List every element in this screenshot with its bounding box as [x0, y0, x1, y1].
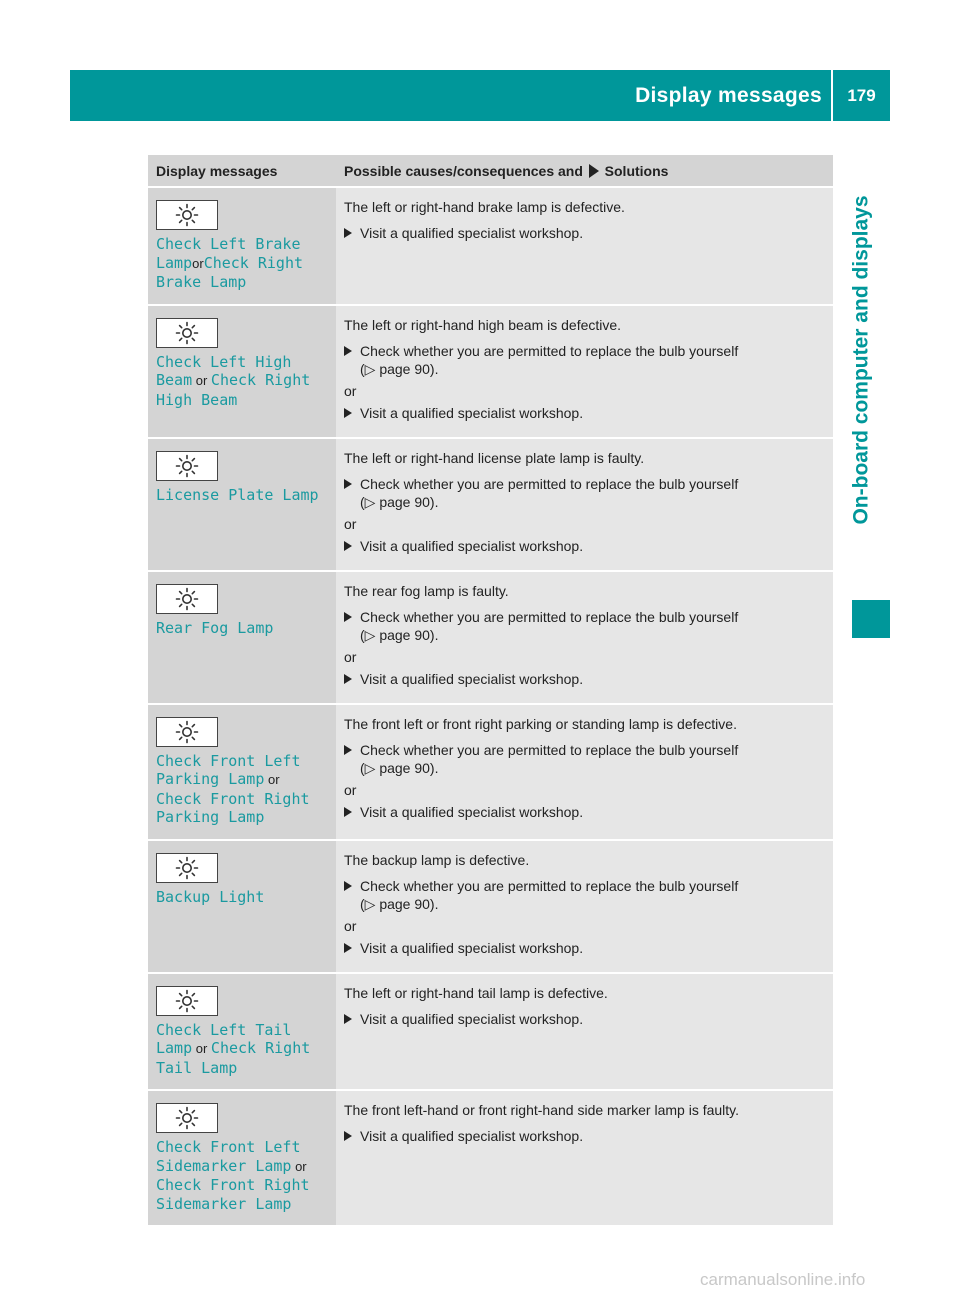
display-message-text [156, 486, 328, 505]
display-message-cell [148, 703, 336, 839]
or-separator: or [344, 382, 357, 399]
table-header-row [148, 155, 833, 186]
page-reference[interactable]: (▷ page 90). [360, 626, 439, 643]
solution-step [344, 1127, 825, 1145]
display-message-cell [148, 437, 336, 570]
watermark: carmanualsonline.info [700, 1270, 866, 1289]
display-messages-table [148, 155, 833, 1225]
cause-text: The left or right-hand tail lamp is defective. [344, 984, 608, 1001]
display-symbol [156, 986, 218, 1016]
display-text: Lamp [156, 1039, 193, 1057]
display-text: Check Right [210, 371, 311, 389]
display-line [156, 808, 328, 827]
action-arrow-icon [344, 881, 352, 891]
display-text: Rear Fog Lamp [156, 618, 274, 637]
page-reference[interactable]: (▷ page 90). [360, 895, 439, 912]
display-text: Check Front Left [156, 751, 301, 770]
action-arrow-icon [344, 408, 352, 418]
action-arrow-icon [344, 943, 352, 953]
step-text: Check whether you are permitted to replace the bulb yourself [360, 475, 739, 492]
cause-text: The front left or front right parking or standing lamp is defective. [344, 715, 737, 732]
display-symbol [156, 451, 218, 481]
action-arrow-icon [344, 346, 352, 356]
display-text: High Beam [156, 390, 238, 409]
display-message-text [156, 353, 328, 410]
action-arrow-icon [589, 164, 599, 178]
display-line [156, 486, 328, 505]
step-text: Check whether you are permitted to replace the bulb yourself [360, 608, 739, 625]
solution-cell [336, 972, 833, 1090]
page-title: Display messages [635, 83, 822, 107]
table-row [148, 186, 833, 304]
display-text: Check Right [210, 1039, 311, 1057]
display-text: Check Front Right [156, 1176, 310, 1194]
display-text: Check Front Right [156, 789, 310, 808]
table-row [148, 839, 833, 972]
step-text: Visit a qualified specialist workshop. [360, 670, 584, 687]
solution-step [344, 803, 825, 821]
display-text: Check Left Brake [156, 235, 301, 253]
table-row [148, 304, 833, 437]
display-message-text [156, 619, 328, 638]
action-arrow-icon [344, 228, 352, 238]
table-row [148, 972, 833, 1090]
display-symbol [156, 200, 218, 230]
display-line [156, 391, 328, 410]
step-text: Visit a qualified specialist workshop. [360, 537, 584, 554]
step-text: Visit a qualified specialist workshop. [360, 1010, 584, 1027]
display-line [156, 1176, 328, 1195]
step-text: Visit a qualified specialist workshop. [360, 803, 584, 820]
solution-cell [336, 1089, 833, 1225]
display-symbol [156, 717, 218, 747]
action-arrow-icon [344, 807, 352, 817]
action-arrow-icon [344, 541, 352, 551]
display-line [156, 235, 328, 254]
display-line [156, 1195, 328, 1214]
display-symbol [156, 318, 218, 348]
solution-cell [336, 186, 833, 304]
solution-step [344, 342, 825, 378]
solution-step [344, 877, 825, 913]
or-connector: or [291, 1158, 307, 1174]
or-connector: or [264, 772, 280, 787]
or-separator: or [344, 515, 357, 532]
display-line [156, 1059, 328, 1078]
solution-step [344, 224, 825, 242]
cause-text: The left or right-hand high beam is defective. [344, 316, 622, 333]
bulb-warning-icon [175, 989, 199, 1013]
display-symbol [156, 584, 218, 614]
display-message-cell [148, 1089, 336, 1225]
bulb-warning-icon [175, 720, 199, 744]
step-text: Visit a qualified specialist workshop. [360, 939, 584, 956]
display-symbol [156, 1103, 218, 1133]
action-arrow-icon [344, 1131, 352, 1141]
display-line [156, 770, 328, 790]
action-arrow-icon [344, 612, 352, 622]
cause-text: The left or right-hand license plate lamp is faulty. [344, 449, 645, 466]
side-tab-marker [852, 600, 890, 638]
step-text: Visit a qualified specialist workshop. [360, 404, 584, 421]
display-line [156, 371, 328, 391]
solution-step [344, 1010, 825, 1028]
table-row [148, 570, 833, 703]
display-text: Parking Lamp [156, 808, 265, 826]
page-number: 179 [847, 85, 876, 105]
or-connector: or [192, 1041, 211, 1056]
action-arrow-icon [344, 745, 352, 755]
or-separator: or [344, 781, 357, 798]
solution-cell [336, 437, 833, 570]
step-text: Check whether you are permitted to replace the bulb yourself [360, 877, 739, 894]
page-reference[interactable]: (▷ page 90). [360, 493, 439, 510]
solution-step [344, 537, 825, 555]
display-message-cell [148, 839, 336, 972]
display-line [156, 1021, 328, 1040]
solution-step [344, 404, 825, 422]
step-text: Visit a qualified specialist workshop. [360, 1128, 584, 1144]
page-reference[interactable]: (▷ page 90). [360, 759, 439, 776]
solution-step [344, 741, 825, 777]
display-message-text [156, 888, 328, 907]
column-header-solutions-prefix: Possible causes/consequences and [344, 162, 583, 179]
solution-step [344, 670, 825, 688]
display-message-cell [148, 972, 336, 1090]
action-arrow-icon [344, 674, 352, 684]
bulb-warning-icon [175, 203, 199, 227]
cause-text: The front left-hand or front right-hand side marker lamp is faulty. [344, 1102, 740, 1118]
display-text: Check Left Tail [156, 1020, 292, 1039]
solution-cell [336, 304, 833, 437]
display-line [156, 752, 328, 771]
bulb-warning-icon [175, 856, 199, 880]
display-line [156, 1157, 328, 1177]
action-arrow-icon [344, 1014, 352, 1024]
solution-cell [336, 839, 833, 972]
solution-cell [336, 703, 833, 839]
cause-text: The left or right-hand brake lamp is defective. [344, 199, 625, 215]
bulb-warning-icon [175, 454, 199, 478]
column-header-solutions-suffix: Solutions [604, 162, 669, 179]
action-arrow-icon [344, 479, 352, 489]
display-message-text [156, 752, 328, 827]
display-text: Lamp [156, 253, 193, 272]
display-line [156, 888, 328, 907]
page-reference[interactable]: (▷ page 90). [360, 360, 439, 377]
display-line [156, 790, 328, 809]
display-line [156, 1138, 328, 1157]
or-connector: or [192, 255, 204, 271]
display-line [156, 1039, 328, 1059]
display-message-text [156, 1138, 328, 1213]
or-separator: or [344, 648, 357, 665]
display-text: Check Right [203, 253, 304, 272]
solution-step [344, 608, 825, 644]
display-message-cell [148, 186, 336, 304]
display-text: Brake Lamp [156, 273, 247, 291]
side-tab-label: On-board computer and displays [850, 195, 873, 525]
side-tab [842, 130, 882, 590]
solution-step [344, 475, 825, 511]
display-text: Check Left High [156, 352, 292, 371]
display-message-cell [148, 570, 336, 703]
display-text: Beam [156, 371, 193, 389]
table-row [148, 703, 833, 839]
display-message-text [156, 1021, 328, 1078]
display-line [156, 254, 328, 274]
display-text: Backup Light [156, 887, 265, 906]
or-connector: or [192, 373, 211, 388]
display-line [156, 619, 328, 638]
display-text: Check Front Left [156, 1138, 301, 1156]
display-text: Parking Lamp [156, 770, 265, 788]
bulb-warning-icon [175, 587, 199, 611]
bulb-warning-icon [175, 321, 199, 345]
display-line [156, 273, 328, 292]
step-text: Visit a qualified specialist workshop. [360, 225, 584, 241]
step-text: Check whether you are permitted to replace the bulb yourself [360, 741, 739, 758]
solution-step [344, 939, 825, 957]
display-text: Tail Lamp [156, 1058, 238, 1077]
table-row [148, 437, 833, 570]
display-text: Sidemarker Lamp [156, 1194, 292, 1213]
display-text: License Plate Lamp [156, 485, 319, 504]
cause-text: The rear fog lamp is faulty. [344, 582, 509, 599]
display-line [156, 353, 328, 372]
cause-text: The backup lamp is defective. [344, 851, 530, 868]
display-message-cell [148, 304, 336, 437]
bulb-warning-icon [175, 1106, 199, 1130]
step-text: Check whether you are permitted to replace the bulb yourself [360, 342, 739, 359]
column-header-solutions [336, 155, 833, 186]
or-separator: or [344, 917, 357, 934]
solution-cell [336, 570, 833, 703]
display-symbol [156, 853, 218, 883]
column-header-display: Display messages [148, 155, 336, 186]
display-text: Sidemarker Lamp [156, 1156, 292, 1175]
display-message-text [156, 235, 328, 292]
table-row [148, 1089, 833, 1225]
